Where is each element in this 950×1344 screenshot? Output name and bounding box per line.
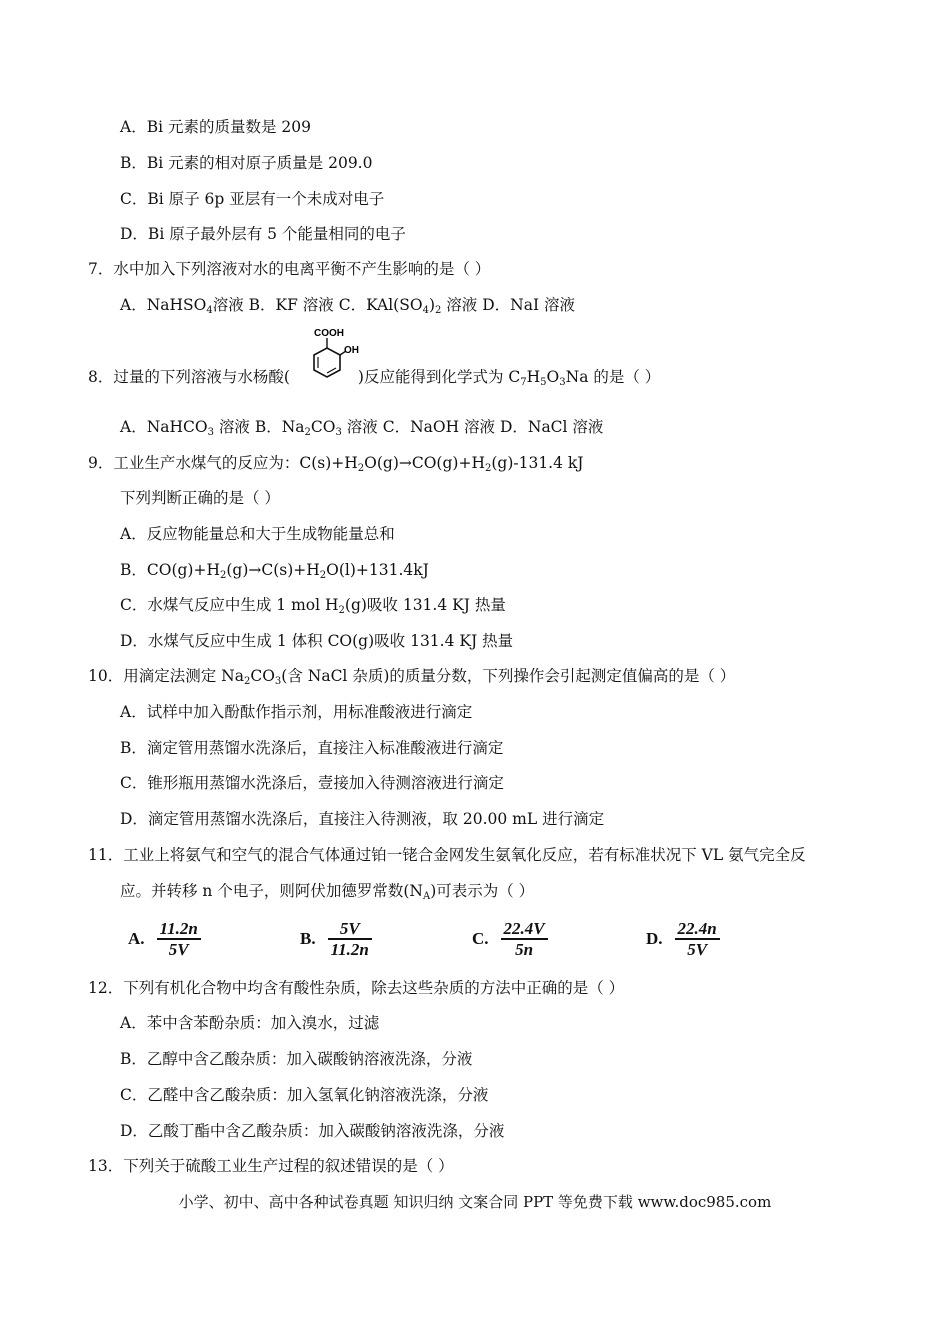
q12-option-c: C．乙醛中含乙酸杂质：加入氢氧化钠溶液洗涤，分液: [120, 1086, 489, 1104]
q9-option-c: C．水煤气反应中生成 1 mol $H_2(g)$吸收 131.4 KJ 热量: [120, 596, 506, 616]
q12-option-b: B．乙醇中含乙酸杂质：加入碳酸钠溶液洗涤，分液: [120, 1050, 473, 1068]
q11-option-a: A. $\frac{11.2n}{5V}$: [128, 919, 201, 959]
q13-stem: 13．下列关于硫酸工业生产过程的叙述错误的是（ ）: [88, 1157, 454, 1175]
salicylic-acid-structure: [294, 323, 362, 387]
q8-options: A．NaHCO$_3$ 溶液 B．$Na_2CO_3$ 溶液 C．NaOH 溶液 D．NaCl 溶液: [120, 418, 604, 438]
q10-stem: 10．用滴定法测定 $Na_2CO_3$(含 NaCl 杂质)的质量分数，下列操作会引起测定值偏高的是（ ）: [88, 667, 736, 687]
q10-option-a: A．试样中加入酚酞作指示剂，用标准酸液进行滴定: [120, 703, 473, 721]
page-footer: 小学、初中、高中各种试卷真题 知识归纳 文案合同 PPT 等免费下载 www.doc985.com: [178, 1193, 772, 1211]
q11-option-c: C. $\frac{22.4V}{5n}$: [472, 919, 548, 959]
q9-option-a: A．反应物能量总和大于生成物能量总和: [120, 525, 395, 543]
hydroxyl-label: OH: [344, 345, 359, 356]
q10-option-c: C．锥形瓶用蒸馏水洗涤后，壹接加入待测溶液进行滴定: [120, 774, 504, 792]
q12-option-a: A．苯中含苯酚杂质：加入溴水，过滤: [120, 1014, 380, 1032]
q8-stem: 8．过量的下列溶液与水杨酸( )反应能得到化学式为 $C_7H_5O_3Na$ 的是（ ）: [88, 368, 661, 388]
q7-stem: 7．水中加入下列溶液对水的电离平衡不产生影响的是（ ）: [88, 260, 491, 278]
q9-stem-line2: 下列判断正确的是（ ）: [120, 489, 280, 507]
q10-option-d: D．滴定管用蒸馏水洗涤后，直接注入待测液，取 20.00 mL 进行滴定: [120, 810, 605, 828]
carboxyl-label: COOH: [314, 328, 344, 339]
q11-option-d: D. $\frac{22.4n}{5V}$: [646, 919, 720, 959]
q6-option-a: A．Bi 元素的质量数是 209: [120, 118, 311, 136]
q9-option-b: B．$CO(g)+H_2(g)\to C(s)+H_2O(l)+131.4kJ$: [120, 561, 429, 581]
q7-options: A．NaHSO$_4$溶液 B．KF 溶液 C．$KAl(SO_4)_2$ 溶液 D．NaI 溶液: [120, 296, 576, 316]
q11-option-b: B. $\frac{5V}{11.2n}$: [300, 919, 372, 959]
q6-option-b: B．Bi 元素的相对原子质量是 209.0: [120, 154, 373, 172]
q9-option-d: D．水煤气反应中生成 1 体积 CO(g)吸收 131.4 KJ 热量: [120, 632, 514, 650]
q9-stem: 9．工业生产水煤气的反应为：$C(s)+H_2O(g)\to CO(g)+H_2(g)-131.4$ kJ: [88, 454, 584, 474]
q6-option-d: D．Bi 原子最外层有 5 个能量相同的电子: [120, 225, 406, 243]
q10-option-b: B．滴定管用蒸馏水洗涤后，直接注入标准酸液进行滴定: [120, 739, 504, 757]
q11-stem: 11．工业上将氨气和空气的混合气体通过铂一铑合金网发生氨氧化反应，若有标准状况下 VL 氨气完全反: [88, 846, 806, 864]
q12-option-d: D．乙酸丁酯中含乙酸杂质：加入碳酸钠溶液洗涤，分液: [120, 1122, 505, 1140]
q11-stem-line2: 应。并转移 n 个电子，则阿伏加德罗常数$(N_A)$可表示为（ ）: [120, 882, 535, 902]
q12-stem: 12．下列有机化合物中均含有酸性杂质，除去这些杂质的方法中正确的是（ ）: [88, 979, 625, 997]
q6-option-c: C．Bi 原子 6p 亚层有一个未成对电子: [120, 190, 385, 208]
